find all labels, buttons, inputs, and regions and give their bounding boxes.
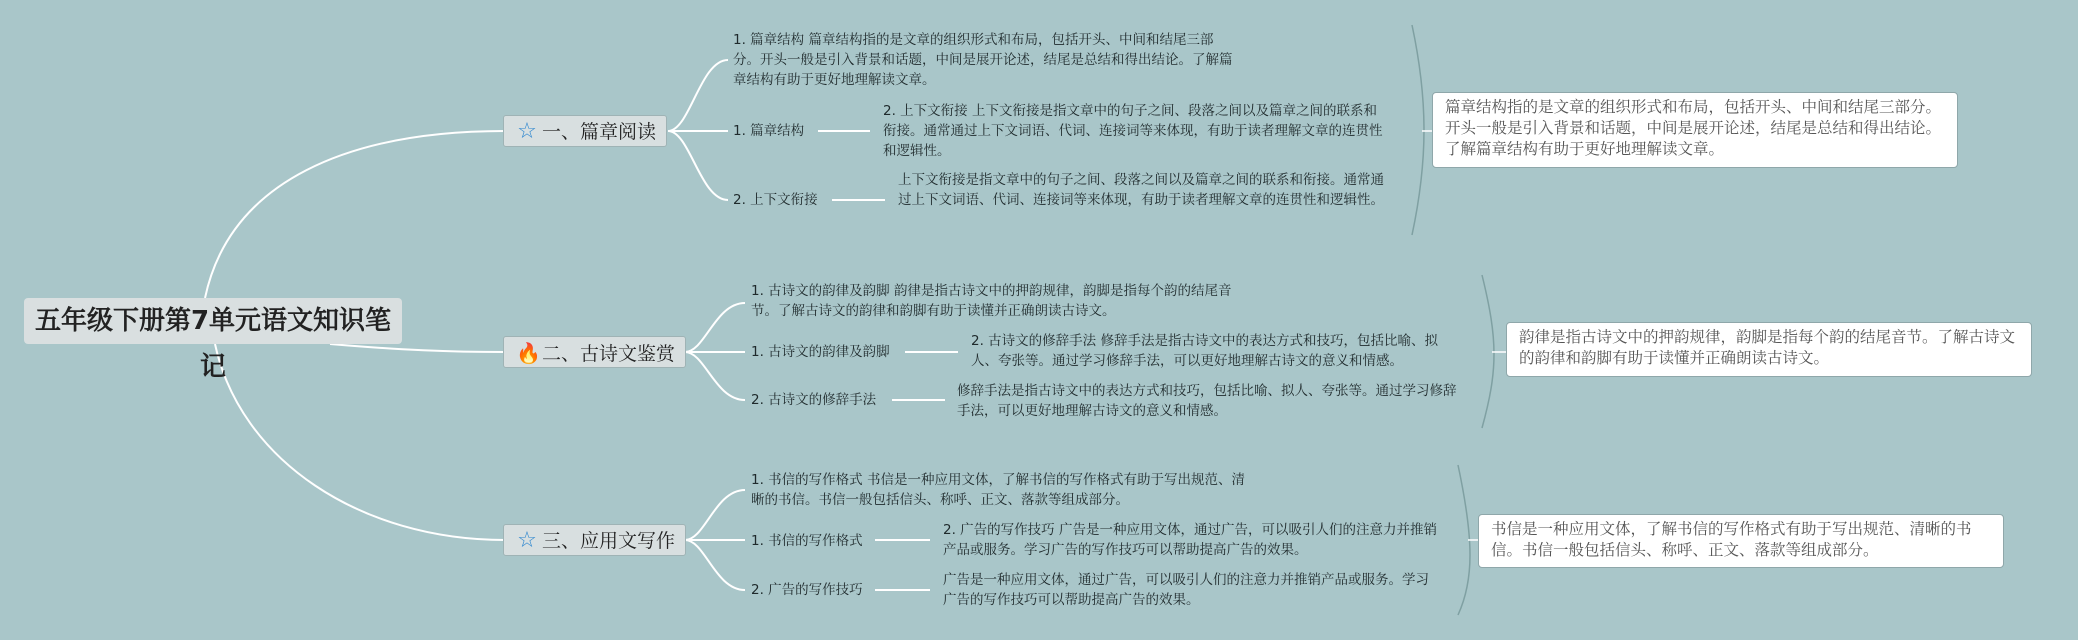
star-icon: ☆ [517, 528, 537, 553]
branch-3-item-2[interactable]: 1. 书信的写作格式 [751, 533, 863, 549]
link-root-branch-2 [330, 344, 505, 352]
branch-2-summary-card[interactable]: 韵律是指古诗文中的押韵规律，韵脚是指每个韵的结尾音节。了解古诗文的韵律和韵脚有助于读懂并正确朗读古诗文。 [1506, 322, 2032, 377]
branch-3-item-1[interactable]: 1. 书信的写作格式 书信是一种应用文体，了解书信的写作格式有助于写出规范、清晰的书信。书信一般包括信头、称呼、正文、落款等组成部分。 [751, 472, 1245, 508]
branch-1-item-2[interactable]: 1. 篇章结构 [733, 123, 805, 139]
link-b1-item-3 [668, 131, 728, 200]
branch-1-label: 一、篇章阅读 [542, 121, 657, 143]
link-b1-item-1 [668, 60, 728, 131]
fire-icon: 🔥 [516, 341, 541, 365]
branch-2-item-2[interactable]: 1. 古诗文的韵律及韵脚 [751, 344, 890, 360]
branch-2-item-1[interactable]: 1. 古诗文的韵律及韵脚 韵律是指古诗文中的押韵规律，韵脚是指每个韵的结尾音节。了解古诗文的韵律和韵脚有助于读懂并正确朗读古诗文。 [751, 283, 1232, 319]
root-topic[interactable]: 五年级下册第7单元语文知识笔记 [24, 298, 402, 344]
branch-2-label: 二、古诗文鉴赏 [542, 343, 676, 365]
branch-3-item-3[interactable]: 2. 广告的写作技巧 [751, 582, 863, 598]
branch-3-detail-1[interactable]: 2. 广告的写作技巧 广告是一种应用文体，通过广告，可以吸引人们的注意力并推销产品或服务。学习广告的写作技巧可以帮助提高广告的效果。 [943, 522, 1437, 558]
link-b3-item-1 [685, 490, 745, 540]
branch-2[interactable] [503, 336, 686, 368]
branch-3[interactable] [503, 524, 686, 556]
link-b2-item-1 [685, 303, 745, 352]
branch-1-item-3[interactable]: 2. 上下文衔接 [733, 192, 818, 208]
link-b2-item-3 [685, 352, 745, 400]
bracket-branch-1 [1412, 25, 1424, 235]
link-root-branch-1 [205, 131, 505, 298]
link-b3-item-3 [685, 540, 745, 590]
branch-1-summary-card[interactable]: 篇章结构指的是文章的组织形式和布局，包括开头、中间和结尾三部分。开头一般是引入背景和话题，中间是展开论述，结尾是总结和得出结论。了解篇章结构有助于更好地理解读文章。 [1432, 92, 1958, 168]
branch-1-detail-2[interactable]: 上下文衔接是指文章中的句子之间、段落之间以及篇章之间的联系和衔接。通常通过上下文词语、代词、连接词等来体现，有助于读者理解文章的连贯性和逻辑性。 [898, 172, 1384, 208]
link-root-branch-3 [215, 344, 505, 540]
branch-2-detail-2[interactable]: 修辞手法是指古诗文中的表达方式和技巧，包括比喻、拟人、夸张等。通过学习修辞手法，可以更好地理解古诗文的意义和情感。 [957, 383, 1457, 419]
branch-1-detail-1[interactable]: 2. 上下文衔接 上下文衔接是指文章中的句子之间、段落之间以及篇章之间的联系和衔接。通常通过上下文词语、代词、连接词等来体现，有助于读者理解文章的连贯性和逻辑性。 [883, 103, 1383, 159]
branch-3-label: 三、应用文写作 [542, 530, 676, 552]
branch-3-summary-card[interactable]: 书信是一种应用文体，了解书信的写作格式有助于写出规范、清晰的书信。书信一般包括信头、称呼、正文、落款等组成部分。 [1478, 514, 2004, 568]
star-icon: ☆ [517, 119, 537, 144]
branch-1-item-1[interactable]: 1. 篇章结构 篇章结构指的是文章的组织形式和布局，包括开头、中间和结尾三部分。开头一般是引入背景和话题，中间是展开论述，结尾是总结和得出结论。了解篇章结构有助于更好地理解读文章。 [733, 32, 1233, 88]
branch-3-detail-2[interactable]: 广告是一种应用文体，通过广告，可以吸引人们的注意力并推销产品或服务。学习广告的写作技巧可以帮助提高广告的效果。 [943, 572, 1429, 608]
branch-2-item-3[interactable]: 2. 古诗文的修辞手法 [751, 392, 877, 408]
branch-2-detail-1[interactable]: 2. 古诗文的修辞手法 修辞手法是指古诗文中的表达方式和技巧，包括比喻、拟人、夸张等。通过学习修辞手法，可以更好地理解古诗文的意义和情感。 [971, 333, 1438, 369]
branch-1[interactable] [503, 115, 667, 147]
